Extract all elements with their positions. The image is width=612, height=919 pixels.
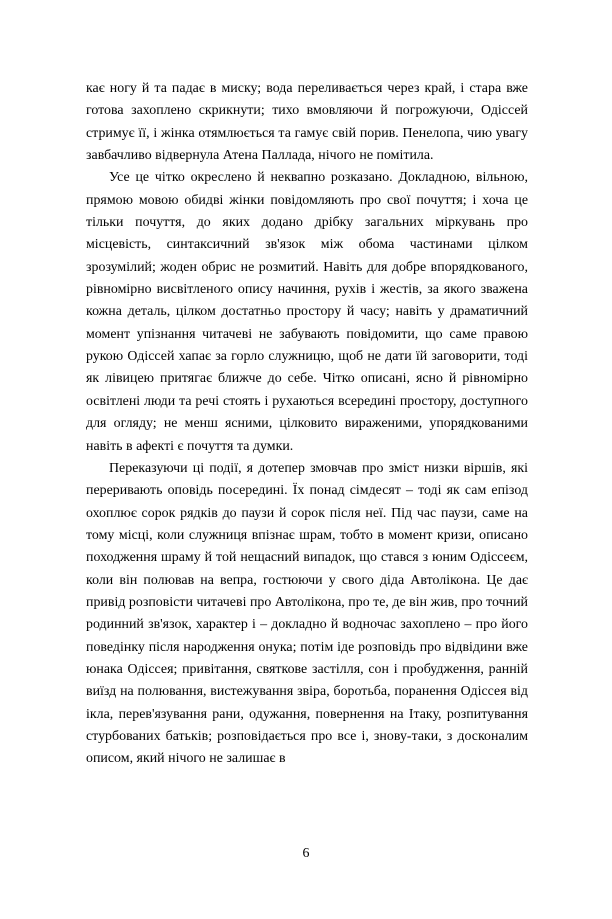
- paragraph-2: Усе це чітко окреслено й неквапно розказано. Докладною, вільною, прямою мовою обидві жінки повідомляють про свої почуття; і хоча це тільки почуття, до яких додано дрібку загальних міркувань про місцевість, синтаксичний зв'язок між обома частинами цілком зрозумілий; жоден обрис не розмитий. Навіть для добре впорядкованого, рівномірно висвітленого опису начиння, рухів і жестів, за якого зважена кожна деталь, цілком достатньо простору й часу; навіть у драматичний момент упізнання читачеві не забувають повідомити, що саме правою рукою Одіссей хапає за горло служницю, щоб не дати їй заговорити, тоді як лівицею притягає ближче до себе. Чітко описані, ясно й рівномірно освітлені люди та речі стоять і рухаються всередині простору, доступного для огляду; не менш ясними, цілковито вираженими, упорядкованими навіть в афекті є почуття та думки.: [86, 170, 528, 454]
- paragraph-1: кає ногу й та падає в миску; вода переливається через край, і стара вже готова захоплено скрикнути; тихо вмовляючи й погрожуючи, Одіссей стримує її, і жінка отямлюється та гамує свій порив. Пенелопа, чию увагу завбачливо відвернула Атена Паллада, нічого не помітила.: [86, 81, 528, 164]
- page-number: 6: [302, 846, 310, 861]
- paragraph-3: Переказуючи ці події, я дотепер змовчав про зміст низки віршів, які переривають оповідь посередині. Їх понад сімдесят – тоді як сам епізод охоплює сорок рядків до паузи й сорок після неї. Під час паузи, саме на тому місці, коли служниця впізнає шрам, тобто в момент кризи, описано походження шраму й той нещасний випадок, що стався з юним Одіссеєм, коли він полював на вепра, гостюючи у свого діда Автолікона. Це дає привід розповісти читачеві про Автолікона, про те, де він жив, про точний родинний зв'язок, характер і – докладно й водночас захоплено – про його поведінку після народження онука; потім іде розповідь про відвідини вже юнака Одіссея; привітання, святкове застілля, сон і пробудження, ранній виїзд на полювання, вистежування звіра, боротьба, поранення Одіссея від ікла, перев'язування рани, одужання, повернення на Ітаку, розпитування стурбованих батьків; розповідається про все і, знову-таки, з досконалим описом, який нічого не залишає в: [86, 460, 528, 767]
- page-body: [86, 78, 528, 771]
